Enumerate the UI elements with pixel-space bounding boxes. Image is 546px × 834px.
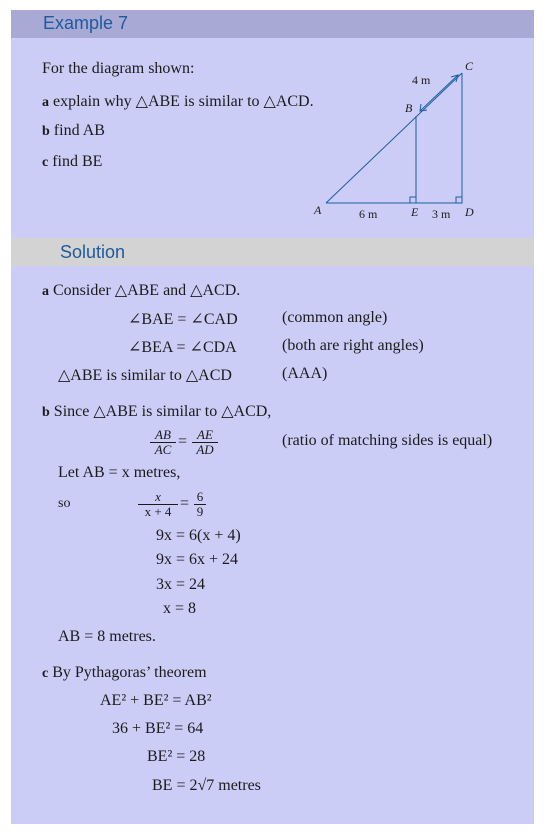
length-ae: 6 m [359, 207, 378, 221]
fraction-equals: = [180, 495, 190, 512]
ratio-reason: (ratio of matching sides is equal) [282, 432, 493, 449]
solution-title: Solution [60, 242, 126, 262]
question-c-text: find BE [52, 153, 103, 170]
fraction-x-den: x + 4 [144, 504, 172, 519]
question-c-label: c [42, 155, 49, 170]
fraction-six-nine [194, 490, 206, 519]
pythagoras-step-3: BE² = 28 [147, 748, 206, 765]
point-a: A [314, 203, 322, 217]
reason-row-2: (both are right angles) [282, 337, 424, 354]
step-1: 9x = 6(x + 4) [156, 527, 241, 544]
right-angle-e [410, 197, 416, 203]
pythagoras-step-2: 36 + BE² = 64 [112, 720, 204, 737]
solution-c-text: By Pythagoras’ theorem [52, 664, 207, 681]
length-bc: 4 m [412, 73, 431, 87]
ratio-num-1: AB [150, 428, 176, 443]
pythagoras-step-1: AE² + BE² = AB² [100, 692, 212, 709]
step-4: x = 8 [163, 600, 197, 617]
question-b-label: b [42, 124, 50, 139]
solution-c-intro [42, 664, 207, 682]
fraction-x [138, 490, 178, 519]
let-statement: Let AB = x metres, [58, 464, 181, 481]
angle-row-1: ∠BAE = ∠CAD [128, 311, 238, 328]
similar-statement: △ABE is similar to △ACD [58, 367, 232, 384]
example-intro: For the diagram shown: [42, 60, 195, 77]
ratio-num-2: AE [192, 428, 218, 443]
point-d: D [465, 205, 474, 219]
solution-c-label: c [42, 666, 49, 681]
fraction-six: 6 [194, 490, 206, 505]
solution-a-intro [42, 280, 240, 300]
fraction-nine: 9 [196, 504, 204, 519]
ratio-den-2: AD [196, 442, 214, 457]
point-e: E [411, 205, 419, 219]
solution-a-text: Consider △ABE and △ACD. [53, 282, 241, 299]
reason-row-1: (common angle) [282, 309, 388, 326]
solution-b-text: Since △ABE is similar to △ACD, [53, 403, 272, 420]
length-ed: 3 m [432, 207, 451, 221]
right-angle-d [456, 197, 462, 203]
solution-a-label: a [42, 284, 49, 299]
step-2: 9x = 6x + 24 [156, 551, 239, 568]
ratio-den-1: AC [154, 442, 172, 457]
question-a-text: explain why △ABE is similar to △ACD. [53, 93, 314, 110]
question-a-label: a [42, 95, 49, 110]
pythagoras-step-4: BE = 2√7 metres [152, 777, 261, 794]
solution-b-label: b [42, 405, 50, 420]
solution-panel [11, 238, 534, 824]
ratio-equals: = [178, 433, 188, 450]
point-c: C [465, 59, 474, 73]
line-ac [326, 73, 462, 203]
ab-conclusion: AB = 8 metres. [58, 628, 156, 645]
angle-row-2: ∠BEA = ∠CDA [128, 339, 237, 356]
question-b-text: find AB [53, 122, 105, 139]
point-b: B [405, 101, 413, 115]
so-word: so [58, 496, 71, 511]
fraction-x-num: x [138, 490, 178, 505]
example-title: Example 7 [43, 13, 129, 33]
step-3: 3x = 24 [156, 576, 206, 593]
reason-row-3: (AAA) [282, 365, 328, 382]
ratio-ae-ad [192, 428, 218, 457]
solution-b-intro [42, 401, 271, 421]
ratio-ab-ac [150, 428, 176, 457]
